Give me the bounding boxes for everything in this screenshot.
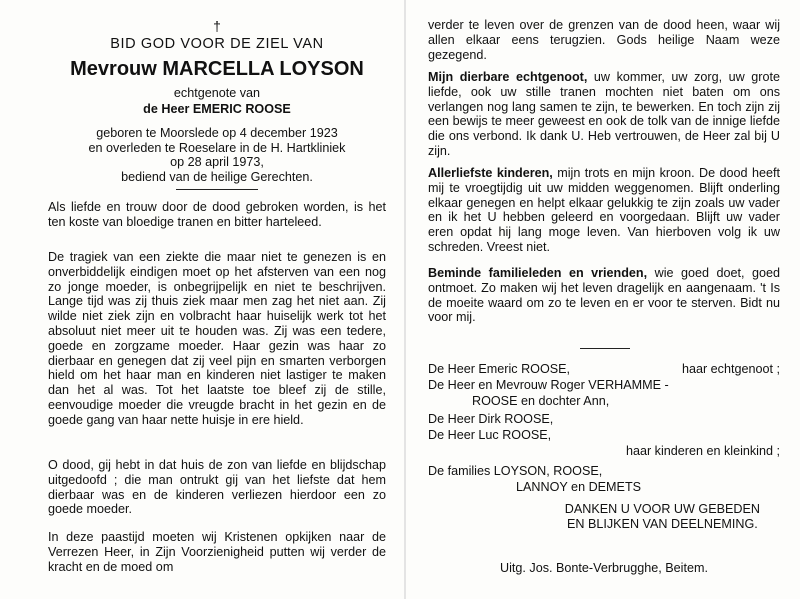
thanks-block [565,502,760,532]
mourner-row [428,378,780,394]
thanks-line: DANKEN U VOOR UW GEBEDEN [564,502,760,516]
bio-line: en overleden te Roeselare in de H. Hartkliniek [88,140,346,155]
bio-line: geboren te Moorslede op 4 december 1923 [96,126,338,140]
mourner-name: LANNOY en DEMETS [516,480,642,494]
fold-line [404,0,406,599]
mourner-row [428,362,780,378]
spouse-name: de Heer EMERIC ROOSE [143,102,291,116]
bio-line: bediend van de heilige Gerechten. [121,169,313,184]
mourner-name: De Heer Emeric ROOSE, [428,362,571,376]
mourner-name: ROOSE en dochter Ann, [472,394,610,408]
mourner-row [428,412,780,428]
divider [580,348,630,349]
paragraph-family [428,266,780,325]
children-text: mijn trots en mijn kroon. De dood heeft mij te vroegtijdig uit uw midden weggenomen. Blijft onderling elkaar genegen en helpt elkaar gelukkig te zijn zoals uw vader en ik het U hebben geleerd en voorgedaan. Blijft uw vader eren opdat hij lang moge leven. Van hierboven volg ik uw schreden. Vreest niet. [428,166,780,254]
family-text: wie goed doet, goed ontmoet. Zo maken wij het leven dragelijk en aangenaam. 't Is de moeite waard om zo te leven en er voor te sterven. Bidt nu voor mij. [428,266,780,325]
mourner-row [428,394,780,410]
mourner-row [428,428,780,444]
mourner-name: De Heer Dirk ROOSE, [428,412,554,426]
prayer-header: BID GOD VOOR DE ZIEL VAN [110,36,324,52]
printer-credit: Uitg. Jos. Bonte-Verbrugghe, Beitem. [500,561,708,575]
mourner-role: haar kinderen en kleinkind ; [625,444,780,458]
bio-line: op 28 april 1973, [170,155,264,170]
paragraph-intro: Als liefde en trouw door de dood gebroken worden, is het ten koste van bloedige tranen en bitter harteleed. [48,200,386,229]
mourner-row [428,444,780,460]
mourner-name: De Heer Luc ROOSE, [428,428,552,442]
divider [176,189,258,190]
mourner-name: De families LOYSON, ROOSE, [428,464,603,478]
family-lead: Beminde familieleden en vrienden, [428,266,648,280]
paragraph-continuation: verder te leven over de grenzen van de dood heen, waar wij allen elkaar eens terugzien. Gods heilige Naam weze gezegend. [428,18,780,62]
mourner-row [428,464,780,480]
paragraph-easter: In deze paastijd moeten wij Kristenen opkijken naar de Verrezen Heer, in Zijn Voorzienigheid putten wij verder de kracht en de moed om [48,530,386,574]
deceased-name: Mevrouw MARCELLA LOYSON [70,58,364,80]
husband-lead: Mijn dierbare echtgenoot, [428,70,588,84]
paragraph-husband [428,70,780,159]
mourner-row [428,480,780,496]
paragraph-children [428,166,780,255]
biography [48,126,386,184]
paragraph-death: O dood, gij hebt in dat huis de zon van liefde en blijdschap uitgedoofd ; die man ontrukt gij van het liefste dat hem dierbaar was en de kinderen verliezen hierdoor een zo goede moeder. [48,458,386,517]
mourners-list [428,362,780,496]
spouse-intro: echtgenote van [173,86,261,100]
cross-icon: † [213,18,221,34]
children-lead: Allerliefste kinderen, [428,166,553,180]
thanks-line: EN BLIJKEN VAN DEELNEMING. [566,517,758,531]
mourner-role: haar echtgenoot ; [681,362,780,376]
paragraph-illness: De tragiek van een ziekte die maar niet te genezen is en onverbiddelijk eindigen moet op het afsterven van een nog zo jonge moeder, is onbegrijpelijk en niet te beschrijven. Lange tijd was zij thuis ziek maar men zag het niet aan. Zij wilde niet ziek zijn en volbracht haar huiselijk werk tot het absoluut niet meer uit te houden was. Zij was een tedere, goede en zorgzame moeder. Haar gezin was haar zo dierbaar en genegen dat zij veel pijn en smarten verborgen hield om het haar man en kinderen niet lastiger te maken dan het al was. Tot het laatste toe bleef zij de stille, eenvoudige moeder die vreugde bracht in het gezin en de goede gang van haar nette huisje in ere hield. [48,250,386,427]
husband-text: uw kommer, uw zorg, uw grote liefde, ook uw stille tranen mochten niet baten om ons verlangen nog lang samen te zijn, te bewerken. En toch zijn zij een bewijs te meer geweest en ook de tolk van de innige liefde die ons verbond. Ik dank U. Heb vertrouwen, de Heer zal bij U zijn. [428,70,780,158]
mourner-name: De Heer en Mevrouw Roger VERHAMME - [428,378,669,392]
